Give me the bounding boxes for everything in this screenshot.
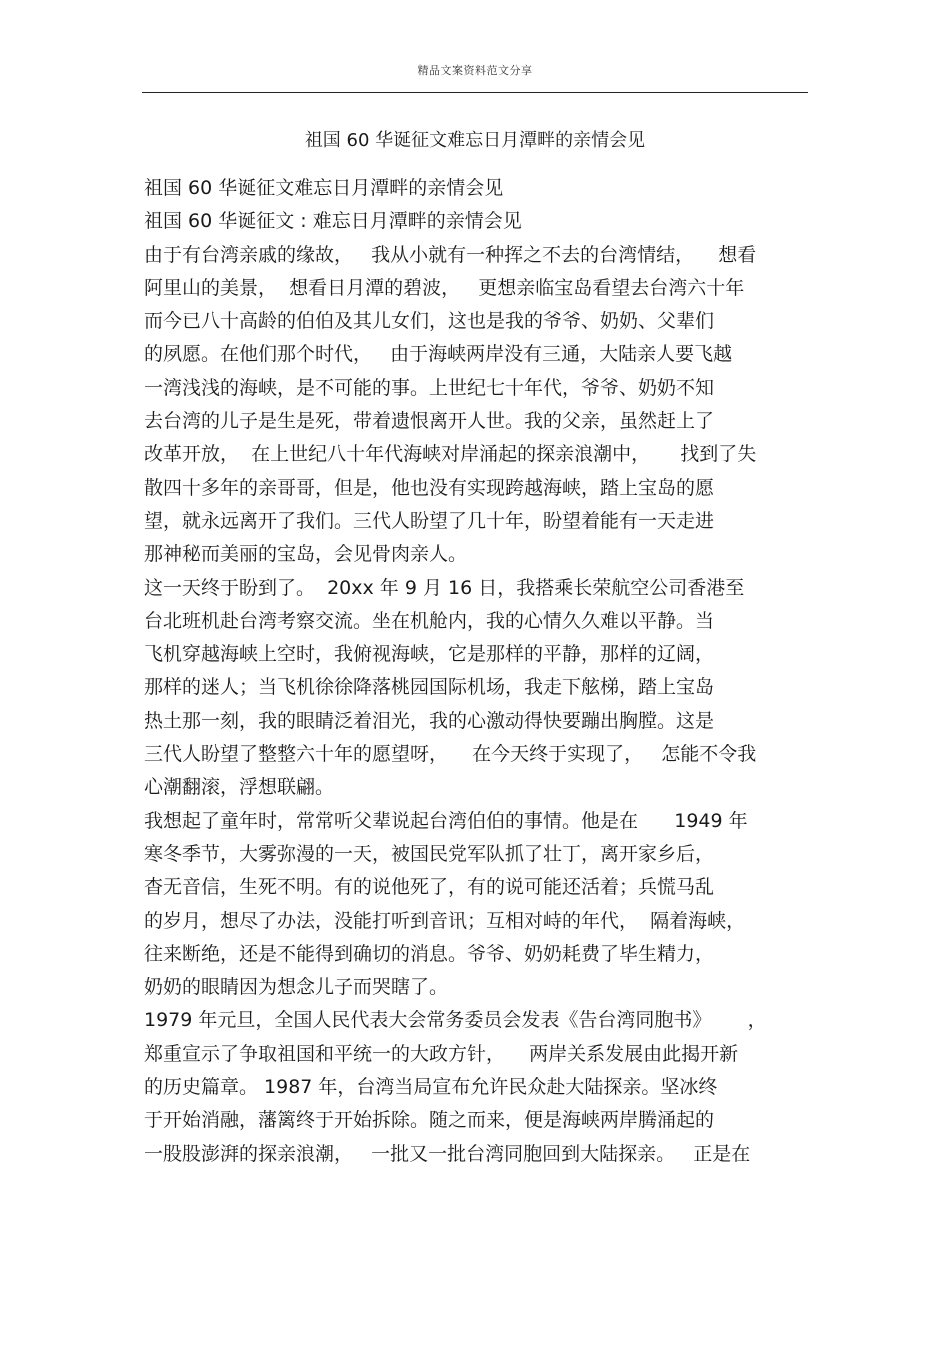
text-line: 这一天终于盼到了。 20xx 年 9 月 16 日，我搭乘长荣航空公司香港至 [144, 576, 745, 599]
text-line: 祖国 60 华诞征文 : 难忘日月潭畔的亲情会见 [144, 210, 522, 233]
text-line: 热土那一刻，我的眼睛泛着泪光，我的心激动得快要蹦出胸膛。这是 [144, 709, 715, 732]
text-line: 郑重宣示了争取祖国和平统一的大政方针， 两岸关系发展由此揭开新 [144, 1042, 739, 1065]
text-line: 奶奶的眼睛因为想念儿子而哭瞎了。 [144, 976, 449, 999]
text-line: 1979 年元旦，全国人民代表大会常务委员会发表《告台湾同胞书》 ， [144, 1009, 767, 1032]
text-line: 一股股澎湃的探亲浪潮， 一批又一批台湾同胞回到大陆探亲。 正是在 [144, 1142, 751, 1165]
text-line: 的夙愿。在他们那个时代， 由于海峡两岸没有三通，大陆亲人要飞越 [144, 343, 733, 366]
header-divider [142, 92, 808, 93]
document-title: 祖国 60 华诞征文难忘日月潭畔的亲情会见 [304, 130, 646, 151]
text-line: 散四十多年的亲哥哥，但是，他也没有实现跨越海峡，踏上宝岛的愿 [144, 476, 715, 499]
text-line: 由于有台湾亲戚的缘故， 我从小就有一种挥之不去的台湾情结， 想看 [144, 243, 757, 266]
page-header: 精品文案资料范文分享 [417, 64, 533, 77]
text-line: 飞机穿越海峡上空时，我俯视海峡，它是那样的平静，那样的辽阔， [144, 643, 715, 666]
text-line: 我想起了童年时，常常听父辈说起台湾伯伯的事情。他是在 1949 年 [144, 809, 748, 832]
text-line: 于开始消融，藩篱终于开始拆除。随之而来，便是海峡两岸腾涌起的 [144, 1109, 715, 1132]
text-line: 那样的迷人；当飞机徐徐降落桃园国际机场，我走下舷梯，踏上宝岛 [144, 676, 715, 699]
text-line: 台北班机赴台湾考察交流。坐在机舱内，我的心情久久难以平静。当 [144, 609, 715, 632]
text-line: 改革开放， 在上世纪八十年代海峡对岸涌起的探亲浪潮中， 找到了失 [144, 443, 757, 466]
text-line: 寒冬季节，大雾弥漫的一天，被国民党军队抓了壮丁，离开家乡后， [144, 842, 715, 865]
text-line: 杳无音信，生死不明。有的说他死了，有的说可能还活着；兵慌马乱 [144, 876, 715, 899]
text-line: 去台湾的儿子是生是死，带着遗恨离开人世。我的父亲，虽然赶上了 [144, 410, 715, 433]
text-line: 祖国 60 华诞征文难忘日月潭畔的亲情会见 [144, 177, 504, 199]
text-line: 三代人盼望了整整六十年的愿望呀， 在今天终于实现了， 怎能不令我 [144, 743, 757, 766]
text-line: 阿里山的美景， 想看日月潭的碧波， 更想亲临宝岛看望去台湾六十年 [144, 276, 745, 299]
text-line: 的历史篇章。 1987 年，台湾当局宣布允许民众赴大陆探亲。坚冰终 [144, 1076, 718, 1099]
text-line: 而今已八十高龄的伯伯及其儿女们，这也是我的爷爷、奶奶、父辈们 [144, 310, 715, 333]
text-line: 一湾浅浅的海峡，是不可能的事。上世纪七十年代，爷爷、奶奶不知 [144, 376, 715, 399]
text-line: 望，就永远离开了我们。三代人盼望了几十年，盼望着能有一天走进 [144, 509, 715, 532]
text-line: 的岁月，想尽了办法，没能打听到音讯；互相对峙的年代， 隔着海峡， [144, 909, 746, 932]
text-line: 心潮翻滚，浮想联翩。 [144, 776, 335, 799]
text-line: 往来断绝，还是不能得到确切的消息。爷爷、奶奶耗费了毕生精力， [144, 942, 715, 965]
text-line: 那神秘而美丽的宝岛，会见骨肉亲人。 [144, 543, 468, 566]
document-body [144, 172, 808, 1171]
